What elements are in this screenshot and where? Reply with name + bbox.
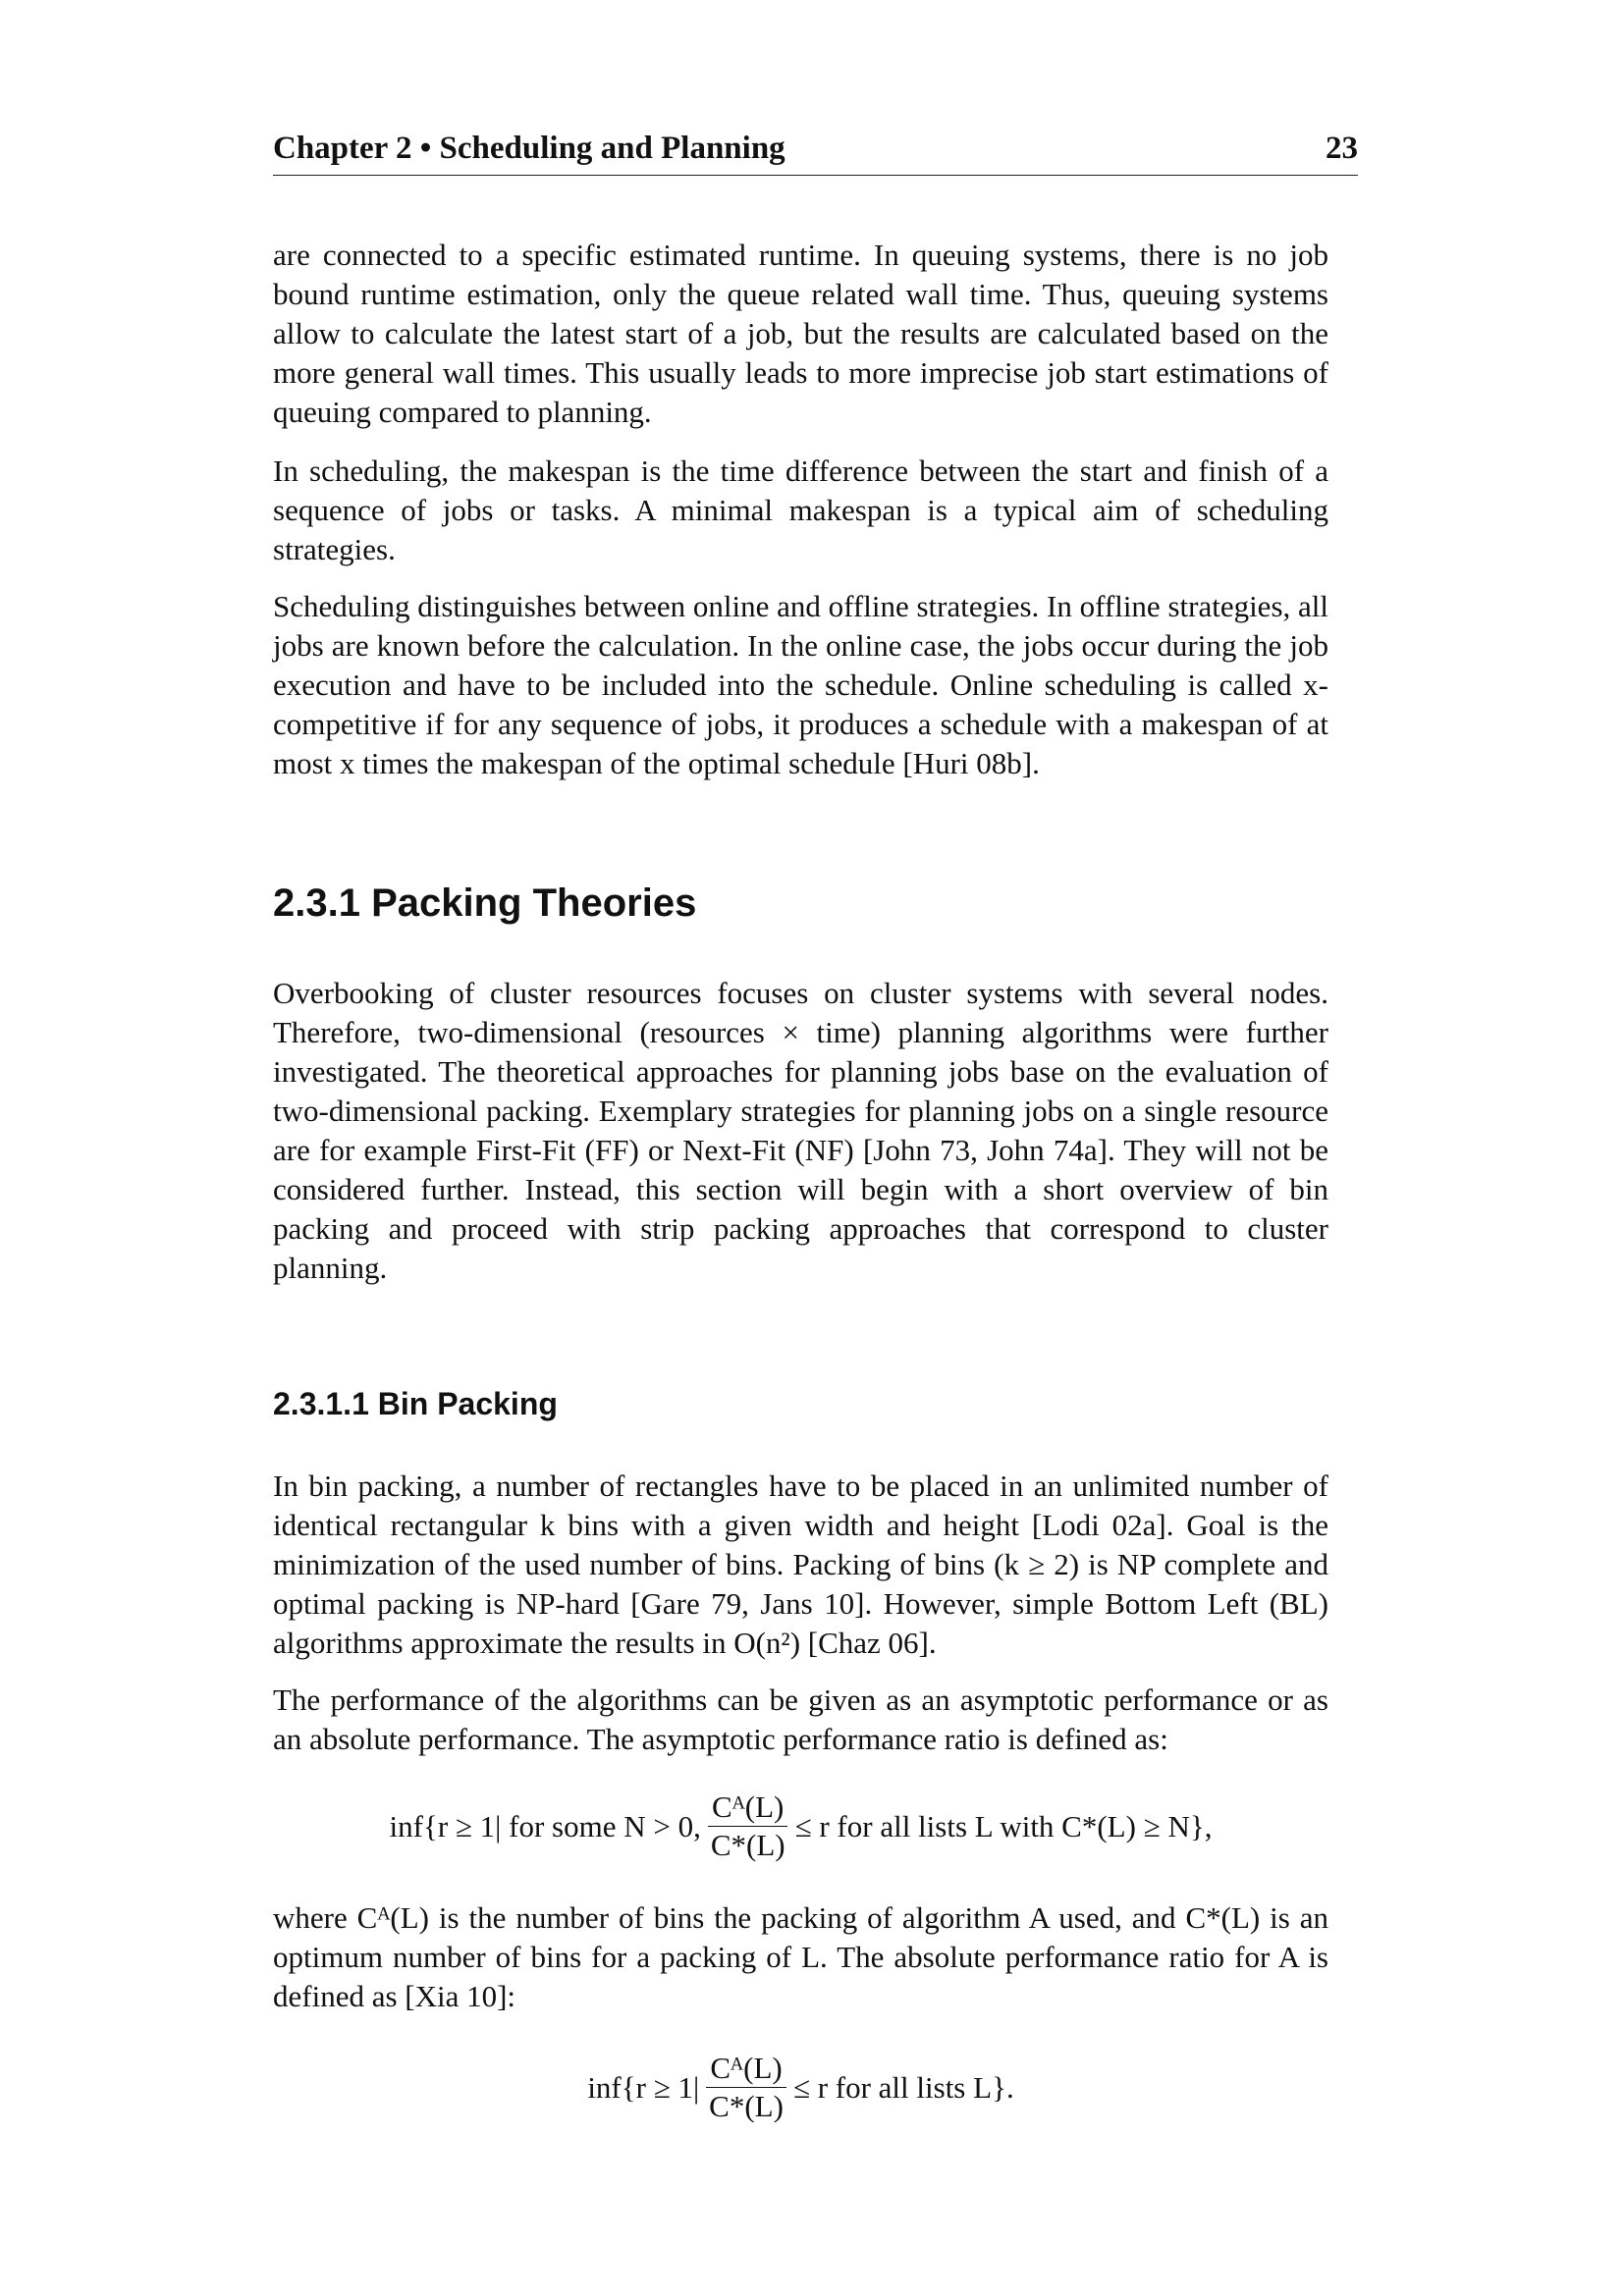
paragraph-where: where Cᴬ(L) is the number of bins the packing of algorithm A used, and C*(L) is an optimum number of bins for a packing of L. The absolute performance ratio for A is defined as [Xia 10]: (273, 1900, 1328, 2013)
fraction-numerator: Cᴬ(L) (708, 1789, 787, 1827)
equation-fraction (707, 1789, 789, 1864)
subsection-heading: 2.3.1.1 Bin Packing (273, 1386, 558, 1421)
equation-right: ≤ r for all lists L with C*(L) ≥ N}, (794, 1808, 1213, 1843)
section-heading: 2.3.1 Packing Theories (273, 881, 697, 925)
chapter-title: Chapter 2 • Scheduling and Planning (273, 131, 785, 166)
page-number: 23 (1326, 131, 1358, 166)
paragraph-performance: The performance of the algorithms can be given as an asymptotic performance or as an absolute performance. The asymptotic performance ratio is defined as: (273, 1682, 1328, 1756)
equation-fraction (705, 2050, 787, 2125)
equation-asymptotic-ratio (273, 1789, 1328, 1864)
running-header (273, 128, 1358, 176)
paragraph-makespan: In scheduling, the makespan is the time difference between the start and finish of a sequence of jobs or tasks. A minimal makespan is a typical aim of scheduling strategies. (273, 454, 1328, 566)
equation-left: inf{r ≥ 1| for some N > 0, (389, 1808, 701, 1843)
paragraph-overbooking: Overbooking of cluster resources focuses on cluster systems with several nodes. Therefore, two-dimensional (resources × time) planning algorithms were further investigated. The theoretical approaches for planning jobs base on the evaluation of two-dimensional packing. Exemplary strategies for planning jobs on a single resource are for example First-Fit (FF) or Next-Fit (NF) [John 73, John 74a]. They will not be considered further. Instead, this section will begin with a short overview of bin packing and proceed with strip packing approaches that correspond to cluster planning. (273, 976, 1328, 1285)
paragraph-online-offline: Scheduling distinguishes between online and offline strategies. In offline strategies, all jobs are known before the calculation. In the online case, the jobs occur during the job execution and have to be included into the schedule. Online scheduling is called x-competitive if for any sequence of jobs, it produces a schedule with a makespan of at most x times the makespan of the optimal schedule [Huri 08b]. (273, 589, 1328, 780)
paragraph-bin-packing: In bin packing, a number of rectangles have to be placed in an unlimited number of identical rectangular k bins with a given width and height [Lodi 02a]. Goal is the minimization of the used number of bins. Packing of bins (k ≥ 2) is NP complete and optimal packing is NP-hard [Gare 79, Jans 10]. However, simple Bottom Left (BL) algorithms approximate the results in O(n²) [Chaz 06]. (273, 1468, 1328, 1660)
fraction-denominator: C*(L) (710, 1828, 785, 1862)
equation-left: inf{r ≥ 1| (587, 2069, 700, 2105)
equation-right: ≤ r for all lists L}. (792, 2069, 1014, 2105)
paragraph-queuing: are connected to a specific estimated runtime. In queuing systems, there is no job bound runtime estimation, only the queue related wall time. Thus, queuing systems allow to calculate the latest start of a job, but the results are calculated based on the more general wall times. This usually leads to more imprecise job start estimations of queuing compared to planning. (273, 238, 1328, 429)
fraction-numerator: Cᴬ(L) (706, 2050, 785, 2088)
fraction-denominator: C*(L) (709, 2089, 784, 2123)
equation-absolute-ratio (273, 2050, 1328, 2125)
